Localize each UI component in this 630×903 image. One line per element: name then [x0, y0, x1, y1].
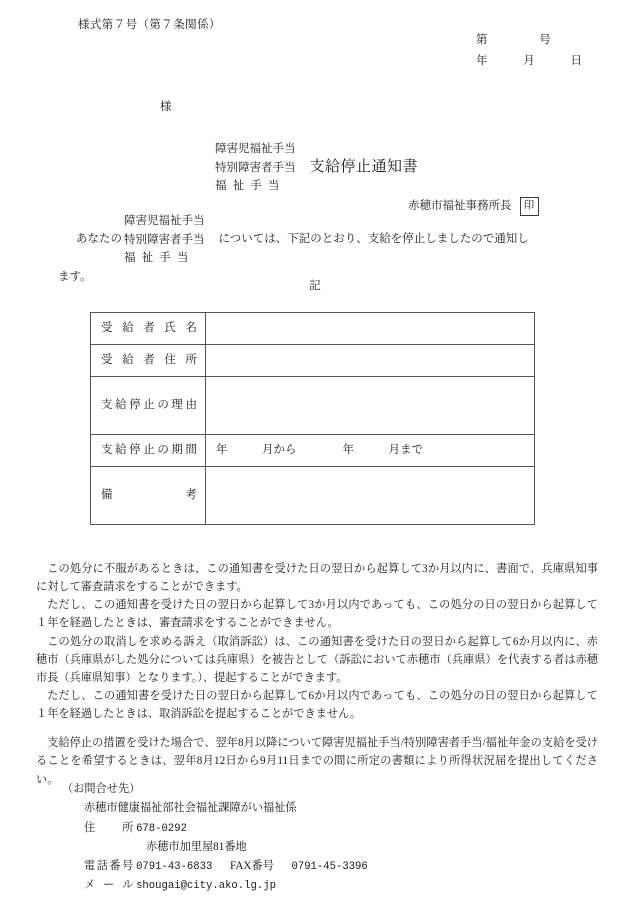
- intro-tail: については、下記のとおり、支給を停止しましたので通知し: [218, 233, 529, 246]
- legal-notices: [36, 560, 598, 789]
- table-row-label: [91, 345, 206, 377]
- intro-benefit-item-2: 特別障害者手当: [124, 233, 205, 246]
- label-suspension-reason: 支給停止の理由: [101, 398, 197, 411]
- table-row-label: [91, 467, 206, 525]
- table-row-value-suspension-period[interactable]: 年 月から 年 月まで: [206, 435, 535, 467]
- intro-tail-last: ます。: [58, 270, 92, 283]
- notification-table: [90, 312, 535, 525]
- notice-paragraph-1: この処分に不服があるときは、この通知書を受けた日の翌日から起算して3か月以内に、書面で、兵庫県知事に対して審査請求をすることができます。: [36, 563, 598, 594]
- notice-paragraph-2: ただし、この通知書を受けた日の翌日から起算して3か月以内であっても、この処分の日の翌日から起算して１年を経過したときは、審査請求をすることができません。: [36, 599, 598, 630]
- title-block: [215, 140, 418, 196]
- contact-fax-label: FAX番号: [229, 860, 274, 873]
- page-title: 支給停止通知書: [309, 159, 419, 176]
- intro-lead: あなたの: [76, 233, 122, 246]
- contact-mail-label: メール: [84, 879, 134, 892]
- title-benefit-item-2: 特別障害者手当: [215, 161, 296, 174]
- table-row: [91, 313, 535, 345]
- label-remarks: 備考: [101, 488, 197, 501]
- table-row-label: [91, 377, 206, 435]
- table-row-label: [91, 313, 206, 345]
- document-date-line: [476, 51, 582, 72]
- contact-heading: （お問合せ先）: [62, 783, 141, 795]
- notice-paragraph-4: ただし、この通知書を受けた日の翌日から起算して6か月以内であっても、この処分の日の翌日から起算して１年を経過したときは、取消訴訟を提起することができません。: [36, 689, 598, 721]
- form-number: 様式第７号（第７条関係）: [78, 19, 221, 31]
- label-recipient-address: 受給者住所: [101, 353, 197, 366]
- intro-benefit-item-1: 障害児福祉手当: [124, 215, 205, 227]
- intro-benefit-item-3: 福祉手当: [124, 252, 189, 265]
- contact-address-label: 住所: [84, 821, 134, 834]
- table-row-value-recipient-name[interactable]: [206, 313, 535, 345]
- intro-benefit-list: [124, 212, 205, 268]
- table-row-label: [91, 435, 206, 467]
- table-row-value-recipient-address[interactable]: [206, 345, 535, 377]
- addressee-honorific: 様: [160, 101, 172, 113]
- date-year: 年: [476, 55, 488, 68]
- contact-tel: 0791-43-6833: [136, 861, 213, 874]
- date-day: 日: [570, 55, 582, 68]
- document-number-line: [476, 30, 582, 51]
- contact-department: 赤穂市健康福祉部社会福祉課障がい福祉係: [84, 802, 297, 815]
- notice-paragraph-3: この処分の取消しを求める訴え（取消訴訟）は、この通知書を受けた日の翌日から起算して6か月以内に、赤穂市（兵庫県がした処分については兵庫県）を被告として（訴訟において赤穂市（兵庫県）を代表する者は赤穂市長（兵庫県知事）となります。）、提起することができます。: [36, 635, 598, 684]
- table-row: [91, 435, 535, 467]
- number-suffix: 号: [539, 34, 551, 46]
- seal-stamp-box: 印: [520, 197, 539, 216]
- title-benefit-item-3: 福祉手当: [215, 180, 280, 193]
- date-month: 月: [523, 55, 535, 68]
- contact-postal-code: 678-0292: [136, 822, 187, 835]
- intro-paragraph: [58, 212, 578, 287]
- intro-row: [58, 212, 578, 268]
- contact-email[interactable]: shougai@city.ako.lg.jp: [136, 880, 276, 893]
- kiji-marker: 記: [309, 280, 321, 292]
- contact-address: 赤穂市加里屋81番地: [146, 840, 247, 853]
- label-suspension-period: 支給停止の期間: [101, 443, 197, 456]
- label-recipient-name: 受給者氏名: [101, 321, 197, 334]
- contact-block: [62, 780, 368, 896]
- table-row: [91, 377, 535, 435]
- contact-fax: 0791-45-3396: [291, 861, 368, 874]
- contact-mail-line: [84, 876, 368, 895]
- contact-tel-label: 電話番号: [84, 860, 134, 873]
- document-number-and-date: [476, 30, 582, 73]
- table-row-value-remarks[interactable]: [206, 467, 535, 525]
- issuer-name: 赤穂市福祉事務所長: [408, 199, 512, 212]
- table-row: [91, 467, 535, 525]
- title-benefit-item-1: 障害児福祉手当: [215, 143, 296, 155]
- notice-paragraph-5: 支給停止の措置を受けた場合で、翌年8月以降について障害児福祉手当/特別障害者手当/福祉年金の支給を受けることを希望するときは、翌年8月12日から9月11日までの間に所定の書類により所得状況届を提出してください。: [36, 737, 598, 786]
- contact-phone-line: [84, 857, 368, 876]
- table-row-value-suspension-reason[interactable]: [206, 377, 535, 435]
- number-prefix: 第: [476, 34, 488, 46]
- contact-address-line: [84, 819, 368, 838]
- table-row: [91, 345, 535, 377]
- title-benefit-list: [215, 140, 296, 196]
